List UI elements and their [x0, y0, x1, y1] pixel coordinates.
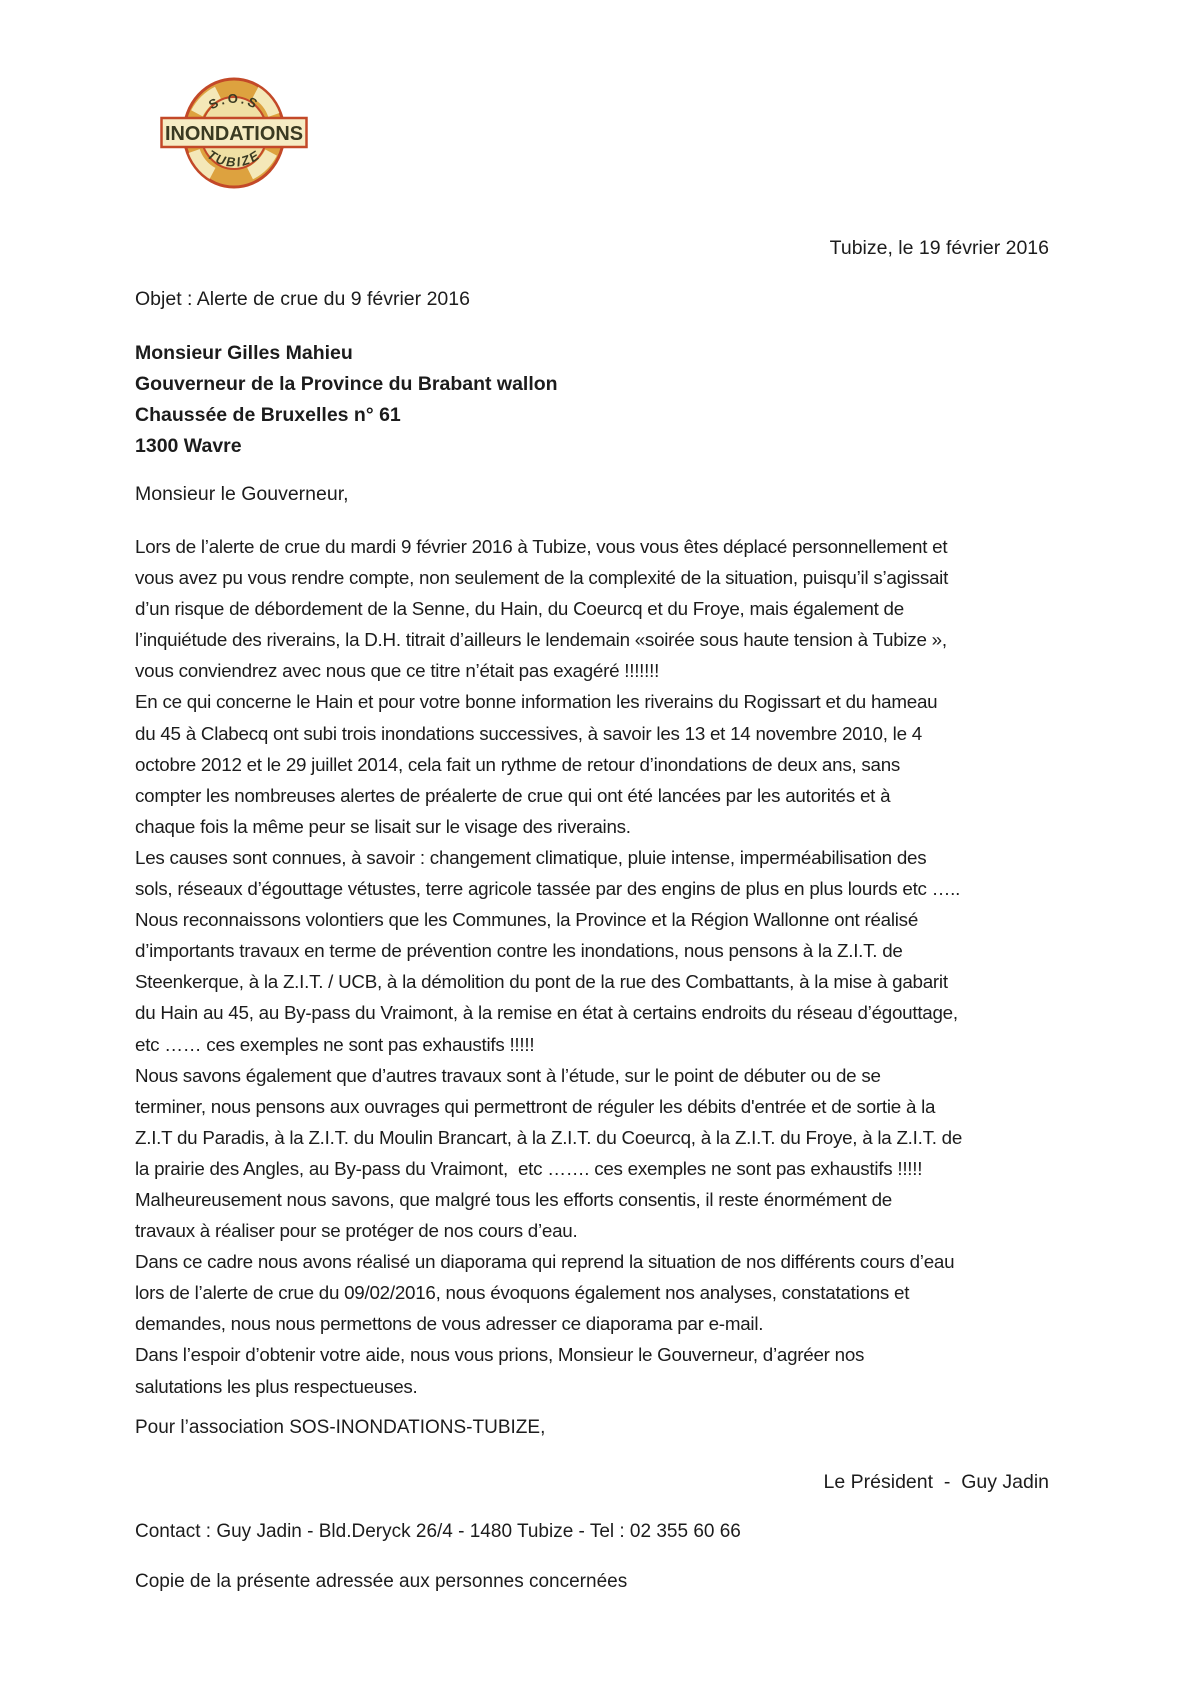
body-line: Malheureusement nous savons, que malgré tous les efforts consentis, il reste énormément de [135, 1188, 892, 1210]
body-line: etc …… ces exemples ne sont pas exhaustifs !!!!! [135, 1033, 535, 1055]
body-line: la prairie des Angles, au By-pass du Vraimont, etc ……. ces exemples ne sont pas exhaustifs !!!!! [135, 1157, 923, 1179]
recipient-line: Monsieur Gilles Mahieu [135, 342, 353, 364]
recipient-line: Chaussée de Bruxelles n° 61 [135, 404, 401, 426]
logo-bottom-text: TUBIZE [204, 146, 264, 170]
body-line: Nous savons également que d’autres travaux sont à l’étude, sur le point de débuter ou de se [135, 1064, 881, 1086]
lifebuoy-logo-icon [160, 76, 308, 190]
body-line: compter les nombreuses alertes de préalerte de crue qui ont été lancées par les autorités et à [135, 784, 891, 806]
body-line: demandes, nous nous permettons de vous adresser ce diaporama par e-mail. [135, 1313, 764, 1335]
body-line: chaque fois la même peur se lisait sur le visage des riverains. [135, 815, 631, 837]
recipient-line: Gouverneur de la Province du Brabant wallon [135, 373, 558, 395]
recipient-line: 1300 Wavre [135, 435, 242, 457]
body-line: Nous reconnaissons volontiers que les Communes, la Province et la Région Wallonne ont réalisé [135, 909, 919, 931]
body-line: vous avez pu vous rendre compte, non seulement de la complexité de la situation, puisqu’il s’agissait [135, 567, 949, 589]
body-line: salutations les plus respectueuses. [135, 1375, 418, 1397]
signature-line: Le Président - Guy Jadin [823, 1471, 1049, 1493]
body-line: lors de l’alerte de crue du 09/02/2016, nous évoquons également nos analyses, constatations et [135, 1282, 910, 1304]
recipient-address-block [135, 338, 558, 462]
body-line: d’un risque de débordement de la Senne, du Hain, du Coeurcq et du Froye, mais également de [135, 598, 904, 620]
sos-inondations-tubize-logo [160, 76, 308, 190]
body-line: terminer, nous pensons aux ouvrages qui permettront de réguler les débits d'entrée et de sortie à la [135, 1095, 936, 1117]
body-line: Z.I.T du Paradis, à la Z.I.T. du Moulin Brancart, à la Z.I.T. du Coeurcq, à la Z.I.T. du Froye, à la Z.I.T. de [135, 1126, 963, 1148]
body-line: En ce qui concerne le Hain et pour votre bonne information les riverains du Rogissart et du hameau [135, 691, 938, 713]
logo-banner-text: INONDATIONS [165, 123, 303, 145]
body-line: Steenkerque, à la Z.I.T. / UCB, à la démolition du pont de la rue des Combattants, à la mise à gabarit [135, 971, 948, 993]
body-line: Dans l’espoir d’obtenir votre aide, nous vous prions, Monsieur le Gouverneur, d’agréer nos [135, 1344, 865, 1366]
logo-top-text: S.O.S [206, 90, 262, 113]
body-line: d’importants travaux en terme de prévention contre les inondations, nous pensons à la Z.I.T. de [135, 940, 903, 962]
copy-note-line: Copie de la présente adressée aux personnes concernées [135, 1571, 628, 1592]
subject-line: Objet : Alerte de crue du 9 février 2016 [135, 288, 470, 310]
salutation: Monsieur le Gouverneur, [135, 483, 349, 505]
body-line: Dans ce cadre nous avons réalisé un diaporama qui reprend la situation de nos différents cours d’eau [135, 1251, 955, 1273]
body-line: Les causes sont connues, à savoir : changement climatique, pluie intense, imperméabilisation des [135, 846, 927, 868]
body-line: octobre 2012 et le 29 juillet 2014, cela fait un rythme de retour d’inondations de deux ans, sans [135, 753, 901, 775]
association-line: Pour l’association SOS-INONDATIONS-TUBIZE, [135, 1417, 546, 1438]
body-line: Lors de l’alerte de crue du mardi 9 février 2016 à Tubize, vous vous êtes déplacé personnellement et [135, 536, 948, 557]
body-line: sols, réseaux d’égouttage vétustes, terre agricole tassée par des engins de plus en plus lourds etc ….. [135, 878, 961, 900]
body-line: travaux à réaliser pour se protéger de nos cours d’eau. [135, 1220, 578, 1242]
letter-body [135, 531, 962, 1402]
body-line: du Hain au 45, au By-pass du Vraimont, à la remise en état à certains endroits du réseau d’égouttage, [135, 1002, 958, 1024]
body-line: du 45 à Clabecq ont subi trois inondations successives, à savoir les 13 et 14 novembre 2010, le 4 [135, 722, 922, 744]
body-line: l’inquiétude des riverains, la D.H. titrait d’ailleurs le lendemain «soirée sous haute tension à Tubize », [135, 629, 947, 651]
body-line: vous conviendrez avec nous que ce titre n’était pas exagéré !!!!!!! [135, 660, 660, 682]
date-line: Tubize, le 19 février 2016 [829, 237, 1049, 259]
contact-line: Contact : Guy Jadin - Bld.Deryck 26/4 - 1480 Tubize - Tel : 02 355 60 66 [135, 1521, 741, 1542]
